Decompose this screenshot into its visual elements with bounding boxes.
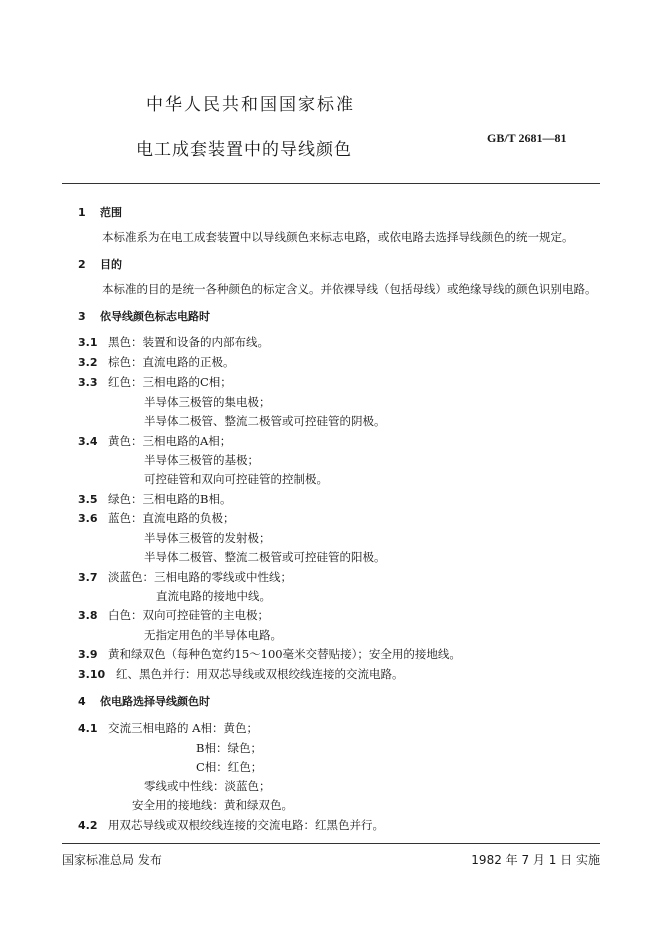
clause-text: 黄色：三相电路的A相； [108,434,232,448]
clause-number: 4.1 [78,722,98,735]
section-number: 3 [78,310,86,323]
clause-4-1 [78,720,258,736]
clause-text: 白色：双向可控硅管的主电极； [108,608,269,622]
clause-3-4-line-3: 可控硅管和双向可控硅管的控制极。 [144,472,328,486]
clause-4-1-line-3: C相：红色； [196,760,263,774]
clause-3-4 [78,433,231,449]
clause-3-6-line-2: 半导体三极管的发射极； [144,531,271,545]
standard-org-heading: 中华人民共和国国家标准 [146,95,355,115]
clause-3-7-line-2: 直流电路的接地中线。 [156,589,271,603]
section-number: 2 [78,258,86,271]
section-title: 依电路选择导线颜色时 [100,695,210,708]
clause-3-10 [78,666,404,682]
clause-number: 3.5 [78,493,98,506]
clause-3-9 [78,646,461,662]
clause-3-3-line-3: 半导体二极管、整流二极管或可控硅管的阴极。 [144,414,386,428]
clause-number: 3.2 [78,356,98,369]
clause-3-4-line-2: 半导体三极管的基极； [144,453,259,467]
clause-3-8-line-2: 无指定用色的半导体电路。 [144,628,282,642]
clause-number: 3.7 [78,571,98,584]
clause-number: 3.3 [78,376,98,389]
clause-text: 淡蓝色：三相电路的零线或中性线； [108,570,292,584]
footer-divider [62,843,600,844]
clause-4-1-line-4: 零线或中性线：淡蓝色； [144,779,271,793]
clause-text: 绿色：三相电路的B相。 [108,492,232,506]
clause-number: 3.4 [78,435,98,448]
clause-text: 黄和绿双色（每种色宽约15～100毫米交替贴接）；安全用的接地线。 [108,647,461,661]
clause-3-3 [78,374,232,390]
clause-text: 蓝色：直流电路的负极； [108,511,235,525]
clause-text: 用双芯导线或双根绞线连接的交流电路：红黑色并行。 [108,818,384,832]
clause-3-3-line-2: 半导体三极管的集电极； [144,395,271,409]
clause-3-2 [78,354,235,370]
section-1-heading [78,204,122,220]
section-2-text: 本标准的目的是统一各种颜色的标定含义。并依裸导线（包括母线）或绝缘导线的颜色识别电路。 [102,282,597,296]
clause-number: 4.2 [78,819,98,832]
section-number: 4 [78,695,86,708]
clause-text: 交流三相电路的 A相：黄色； [108,721,258,735]
issuer-label: 国家标准总局 发布 [62,853,162,867]
clause-3-6-line-3: 半导体二极管、整流二极管或可控硅管的阳极。 [144,550,386,564]
clause-number: 3.8 [78,609,98,622]
clause-number: 3.10 [78,668,106,681]
clause-3-1 [78,334,269,350]
clause-text: 红色：三相电路的C相； [108,375,232,389]
clause-number: 3.9 [78,648,98,661]
clause-4-1-line-2: B相：绿色； [196,741,262,755]
section-4-heading [78,693,210,709]
clause-3-8 [78,607,269,623]
clause-3-7 [78,569,292,585]
header-divider [62,183,600,184]
clause-4-1-line-5: 安全用的接地线：黄和绿双色。 [132,798,293,812]
section-3-heading [78,308,210,324]
clause-number: 3.6 [78,512,98,525]
clause-4-2 [78,817,384,833]
section-title: 依导线颜色标志电路时 [100,310,210,323]
section-1-text: 本标准系为在电工成套装置中以导线颜色来标志电路，或依电路去选择导线颜色的统一规定。 [102,230,574,244]
section-2-heading [78,256,122,272]
document-title: 电工成套装置中的导线颜色 [136,140,352,160]
implementation-date: 1982 年 7 月 1 日 实施 [471,853,600,867]
section-number: 1 [78,206,86,219]
clause-text: 棕色：直流电路的正极。 [108,355,235,369]
clause-number: 3.1 [78,336,98,349]
section-title: 范围 [100,206,122,219]
standard-code: GB/T 2681—81 [487,131,567,145]
clause-text: 红、黑色并行：用双芯导线或双根绞线连接的交流电路。 [116,667,404,681]
section-title: 目的 [100,258,122,271]
clause-3-6 [78,510,235,526]
clause-3-5 [78,491,231,507]
clause-text: 黑色：装置和设备的内部布线。 [108,335,269,349]
